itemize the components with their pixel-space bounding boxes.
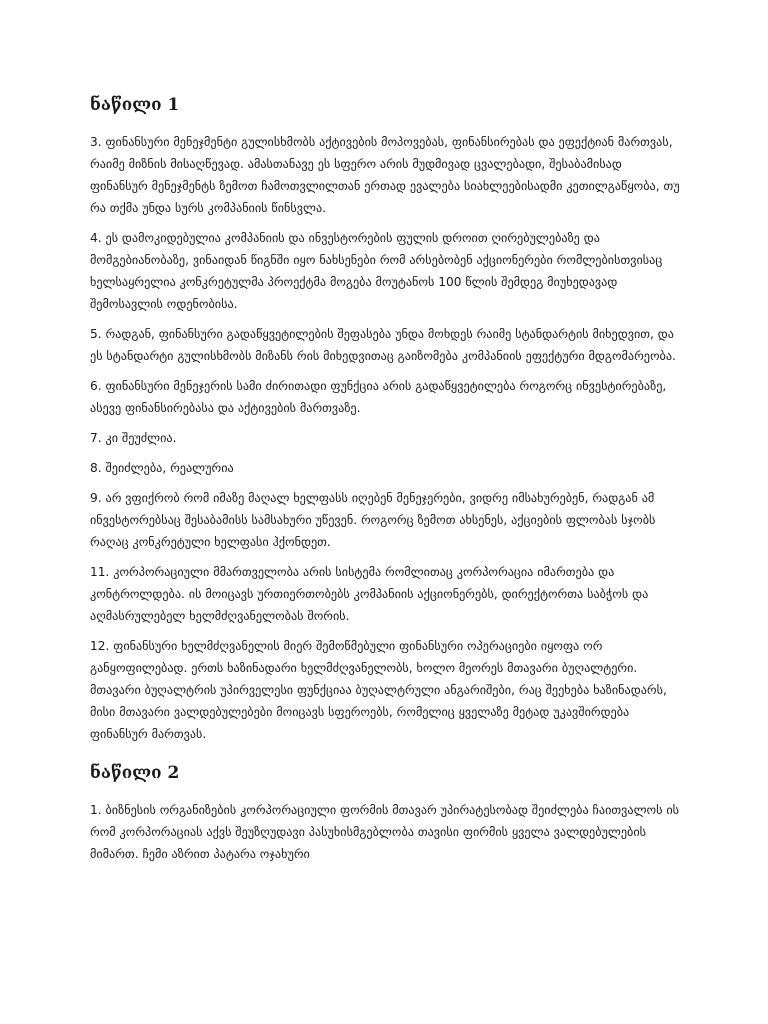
document-body (90, 95, 680, 873)
paragraph-9: 9. არ ვფიქრობ რომ იმაზე მაღალ ხელფასს იღებენ მენეჯერები, ვიდრე იმსახურებენ, რადგან ამ ინვესტორებსაც შესაბამისს სამსახური უწევენ. როგორც ზემოთ ახსენეს, აქციების ფლობას სჯობს რაღაც კონკრეტული ხელფასი ჰქონდეთ. (90, 491, 656, 549)
paragraph-12: 12. ფინანსური ხელმძღვანელის მიერ შემოწმებული ფინანსური ოპერაციები იყოფა ორ განყოფილებად. ერთს ხაზინადარი ხელმძღვანელობს, ხოლო მეორეს მთავარი ბუღალტერი. მთავარი ბუღალტრის უპირველესი ფუნქციაა ბუღალტრული ანგარიშები, რაც შეეხება ხაზინადარს, მისი მთავარი ვალდებულებები მოიცავს სფეროებს, რომელიც ყველაზე მეტად უკავშირდება ფინანსურ მართვას. (90, 639, 667, 741)
paragraph-7: 7. კი შეუძლია. (90, 431, 177, 445)
part1-heading: ნაწილი 1 (90, 95, 180, 115)
paragraph-5: 5. რადგან, ფინანსური გადაწყვეტილების შეფასება უნდა მოხდეს რაიმე სტანდარტის მიხედვით, და ეს სტანდარტი გულისხმობს მიზანს რის მიხედვითაც გაიზომება კომპანიის ეფექტური მდგომარეობა. (90, 327, 676, 363)
paragraph-4: 4. ეს დამოკიდებულია კომპანიის და ინვესტორების ფულის დროით ღირებულებაზე და მომგებიანობაზე, ვინაიდან წიგნში იყო ნახსენები რომ არსებობენ აქციონერები რომლებისთვისაც ხელსაყრელია კონკრეტულმა პროექტმა მოგება მოუტანოს 100 წლის შემდეგ მიუხედავად შემოსავლის ოდენობისა. (90, 231, 663, 311)
part2-heading: ნაწილი 2 (90, 763, 180, 783)
part2-paragraph-1: 1. ბიზნესის ორგანიზების კორპორაციული ფორმის მთავარ უპირატესობად შეიძლება ჩაითვალოს ის რომ კორპორაციას აქვს შეუზღუდავი პასუხისმგებლობა თავისი ფირმის ყველა ვალდებულების მიმართ. ჩემი აზრით პატარა ოჯახური (90, 803, 680, 861)
paragraph-6: 6. ფინანსური მენეჯერის სამი ძირითადი ფუნქცია არის გადაწყვეტილება როგორც ინვესტირებაზე, ასევე ფინანსირებასა და აქტივების მართვაზე. (90, 379, 667, 415)
paragraph-11: 11. კორპორაციული მმართველობა არის სისტემა რომლითაც კორპორაცია იმართება და კონტროლდება. ის მოიცავს ურთიერთობებს კომპანიის აქციონერებს, დირექტორთა საბჭოს და აღმასრულებელ ხელმძღვანელობას შორის. (90, 565, 649, 623)
paragraph-8: 8. შეიძლება, რეალურია (90, 461, 234, 475)
paragraph-3: 3. ფინანსური მენეჯმენტი გულისხმობს აქტივების მოპოვებას, ფინანსირებას და ეფექტიან მართვას, რაიმე მიზნის მისაღწევად. ამასთანავე ეს სფერო არის მუდმივად ცვალებადი, შესაბამისად ფინანსურ მენეჯმენტს ზემოთ ჩამოთვლილთან ერთად ევალება სიახლეებისადმი კეთილგაწყობა, თუ რა თქმა უნდა სურს კომპანიის წინსვლა. (90, 135, 680, 215)
